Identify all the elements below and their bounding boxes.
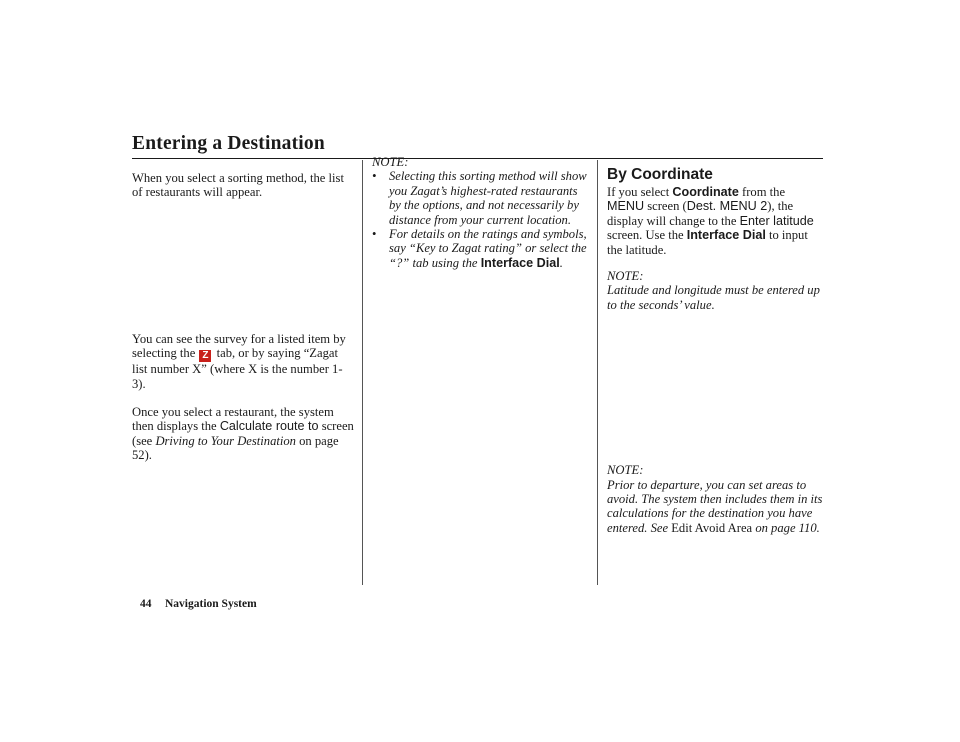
ui-interface-dial: Interface Dial bbox=[480, 255, 560, 270]
coord-text-a: If you select bbox=[607, 185, 670, 199]
note-2-label: NOTE: bbox=[607, 463, 644, 478]
ui-enter-latitude: Enter latitude bbox=[739, 213, 814, 228]
page-footer bbox=[140, 598, 257, 610]
note-label: NOTE: bbox=[372, 155, 409, 169]
column-divider-1 bbox=[362, 160, 363, 585]
column-1 bbox=[132, 171, 354, 463]
note-bullet-1 bbox=[372, 169, 588, 227]
page-title: Entering a Destination bbox=[132, 133, 325, 154]
bullet-icon: • bbox=[372, 227, 377, 242]
note-1-text: Latitude and longitude must be entered up to the seconds’ value. bbox=[607, 283, 820, 312]
reference-edit-avoid-area: Edit Avoid Area bbox=[671, 520, 753, 535]
note-2-text-b: on page 110. bbox=[755, 520, 820, 535]
coord-text-b: from the bbox=[742, 185, 786, 199]
coord-text-c: screen ( bbox=[647, 199, 687, 214]
ui-menu: MENU bbox=[607, 199, 645, 214]
paragraph-select-restaurant bbox=[132, 405, 354, 463]
note-2-text-a: Prior to departure, you can set areas to avoid. The system then includes them in its calculations for the destination you have entered. See bbox=[607, 477, 823, 535]
select-text-c: on page 52). bbox=[132, 433, 339, 463]
footer-section: Navigation System bbox=[165, 598, 257, 610]
ui-dest-menu-2: Dest. MENU 2 bbox=[686, 199, 768, 214]
select-text-a: Once you select a restaurant, the system then displays the bbox=[132, 405, 334, 434]
reference-driving: Driving to Your Destination bbox=[155, 433, 296, 448]
ui-coordinate: Coordinate bbox=[672, 185, 739, 199]
survey-text-a: You can see the survey for a listed item by selecting the bbox=[132, 331, 346, 361]
paragraph-survey bbox=[132, 332, 354, 391]
coord-text-f: to input the latitude. bbox=[607, 228, 808, 257]
note-bullet-2-text: For details on the ratings and symbols, say “Key to Zagat rating” or select the “?” tab using the bbox=[389, 227, 587, 270]
column-divider-2 bbox=[597, 160, 598, 585]
note-2-text bbox=[607, 478, 825, 536]
column-2 bbox=[372, 155, 588, 270]
coord-text-e: screen. Use the bbox=[607, 228, 684, 243]
page-number: 44 bbox=[140, 598, 152, 610]
note-bullet-2 bbox=[372, 227, 588, 270]
note-bullet-1-text: Selecting this sorting method will show you Zagat’s highest-rated restaurants by the options, and not necessarily by distance from your current location. bbox=[389, 169, 587, 227]
section-heading: By Coordinate bbox=[607, 166, 713, 183]
bullet-icon: • bbox=[372, 169, 377, 184]
paragraph-coordinate bbox=[607, 185, 825, 257]
paragraph-sorting: When you select a sorting method, the list of restaurants will appear. bbox=[132, 171, 344, 200]
zagat-z-tab-icon: Z bbox=[199, 350, 211, 362]
note-1-label: NOTE: bbox=[607, 269, 644, 284]
survey-text-b: tab, or by saying “Zagat list number X” (where X is the number 1-3). bbox=[132, 346, 343, 391]
ui-interface-dial-2: Interface Dial bbox=[686, 228, 766, 243]
coord-text-d: ), the display will change to the bbox=[607, 199, 794, 228]
select-text-b: screen (see bbox=[132, 419, 354, 448]
ui-calculate-route: Calculate route to bbox=[219, 419, 319, 434]
note-bullet-2-end: . bbox=[559, 255, 563, 270]
column-3 bbox=[607, 166, 825, 535]
